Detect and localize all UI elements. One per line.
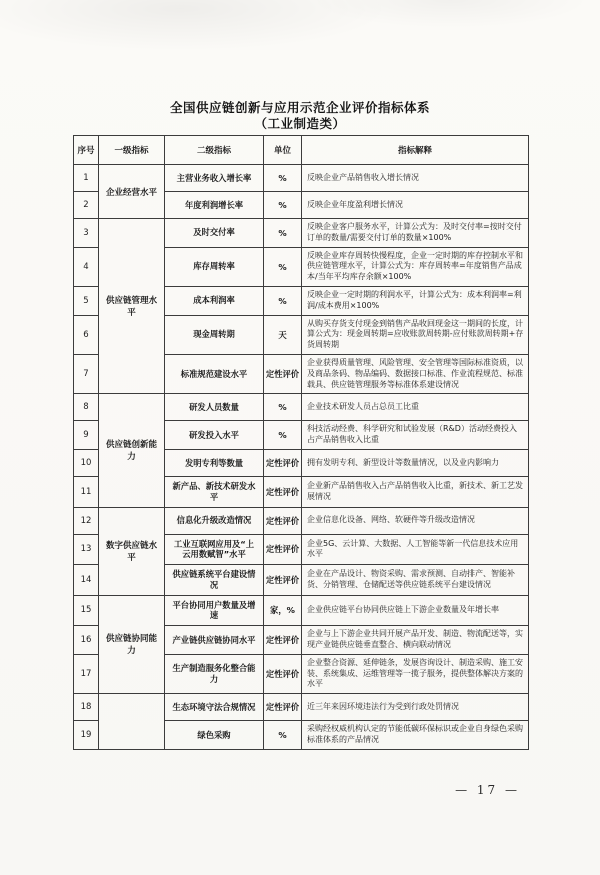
level2-indicator-cell: 新产品、新技术研发水平 <box>165 476 264 507</box>
explanation-cell: 反映企业客户服务水平，计算公式为：及时交付率=按时交付订单的数量/需要交付订单的数量×100% <box>302 219 529 248</box>
seq-no-cell: 5 <box>74 286 99 315</box>
level2-indicator-cell: 产业链供应链协同水平 <box>165 626 264 655</box>
seq-no-cell: 16 <box>74 626 99 655</box>
unit-cell: 定性评价 <box>264 507 302 534</box>
explanation-cell: 从购买存货支付现金到销售产品收回现金这一期间的长度，计算公式为：现金周转期=应收账款周转期-应付账款周转期+存货周转期 <box>302 315 529 354</box>
unit-cell: 定性评价 <box>264 449 302 476</box>
level1-indicator-cell: 供应链管理水平 <box>99 219 165 394</box>
unit-cell: % <box>264 219 302 248</box>
unit-cell: 定性评价 <box>264 654 302 693</box>
table-row <box>74 507 529 534</box>
explanation-cell: 企业在产品设计、物资采购、需求预测、自动排产、智能补货、分销管理、仓储配送等供应链系统平台建设情况 <box>302 565 529 596</box>
explanation-cell: 企业信息化设备、网络、软硬件等升级改造情况 <box>302 507 529 534</box>
explanation-cell: 科技活动经费、科学研究和试验发展（R&D）活动经费投入占产品销售收入比重 <box>302 421 529 450</box>
table-row <box>74 595 529 626</box>
level2-indicator-cell: 年度利润增长率 <box>165 192 264 219</box>
title-line-2: （工业制造类） <box>254 116 346 131</box>
explanation-cell: 企业整合资源、延伸链条，发展咨询设计、制造采购、施工安装、系统集成、运维管理等一揽子服务，提供整体解决方案的水平 <box>302 654 529 693</box>
seq-no-cell: 19 <box>74 721 99 750</box>
header-unit: 单位 <box>264 136 302 165</box>
level1-indicator-cell: 企业经营水平 <box>99 165 165 219</box>
level2-indicator-cell: 信息化升级改造情况 <box>165 507 264 534</box>
seq-no-cell: 4 <box>74 247 99 286</box>
unit-cell: 定性评价 <box>264 694 302 721</box>
level2-indicator-cell: 研发人员数量 <box>165 394 264 421</box>
explanation-cell: 反映企业库存周转快慢程度，企业一定时期的库存控制水平和供应链管理水平，计算公式为：库存周转率=年度销售产品成本/当年平均库存余额×100% <box>302 247 529 286</box>
unit-cell: 定性评价 <box>264 565 302 596</box>
unit-cell: 家，% <box>264 595 302 626</box>
unit-cell: 定性评价 <box>264 476 302 507</box>
seq-no-cell: 15 <box>74 595 99 626</box>
level2-indicator-cell: 生产制造服务化整合能力 <box>165 654 264 693</box>
unit-cell: % <box>264 421 302 450</box>
unit-cell: 定性评价 <box>264 534 302 565</box>
seq-no-cell: 7 <box>74 354 99 393</box>
explanation-cell: 反映企业一定时期的利润水平，计算公式为：成本利润率=利润/成本费用×100% <box>302 286 529 315</box>
unit-cell: % <box>264 721 302 750</box>
header-level2-indicator: 二级指标 <box>165 136 264 165</box>
level1-indicator-cell: 供应链创新能力 <box>99 394 165 507</box>
header-seq-no: 序号 <box>74 136 99 165</box>
page-number: — 17 — <box>455 783 520 797</box>
header-level1-indicator: 一级指标 <box>99 136 165 165</box>
unit-cell: 定性评价 <box>264 626 302 655</box>
seq-no-cell: 10 <box>74 449 99 476</box>
header-explanation: 指标解释 <box>302 136 529 165</box>
table-row <box>74 694 529 721</box>
level2-indicator-cell: 发明专利等数量 <box>165 449 264 476</box>
explanation-cell: 企业5G、云计算、大数据、人工智能等新一代信息技术应用水平 <box>302 534 529 565</box>
level2-indicator-cell: 库存周转率 <box>165 247 264 286</box>
level2-indicator-cell: 绿色采购 <box>165 721 264 750</box>
explanation-cell: 采购经权威机构认定的节能低碳环保标识或企业自身绿色采购标准体系的产品情况 <box>302 721 529 750</box>
explanation-cell: 企业新产品销售收入占产品销售收入比重，新技术、新工艺发展情况 <box>302 476 529 507</box>
unit-cell: % <box>264 165 302 192</box>
seq-no-cell: 9 <box>74 421 99 450</box>
title-line-1: 全国供应链创新与应用示范企业评价指标体系 <box>169 100 430 115</box>
level2-indicator-cell: 平台协同用户数量及增速 <box>165 595 264 626</box>
level2-indicator-cell: 成本利润率 <box>165 286 264 315</box>
level2-indicator-cell: 供应链系统平台建设情况 <box>165 565 264 596</box>
seq-no-cell: 13 <box>74 534 99 565</box>
unit-cell: % <box>264 286 302 315</box>
table-header-row <box>74 136 529 165</box>
level2-indicator-cell: 标准规范建设水平 <box>165 354 264 393</box>
seq-no-cell: 1 <box>74 165 99 192</box>
explanation-cell: 近三年来因环境违法行为受到行政处罚情况 <box>302 694 529 721</box>
unit-cell: % <box>264 247 302 286</box>
unit-cell: 天 <box>264 315 302 354</box>
indicator-table <box>73 135 529 750</box>
seq-no-cell: 17 <box>74 654 99 693</box>
level1-indicator-cell: 数字供应链水平 <box>99 507 165 595</box>
level1-indicator-cell: 供应链协同能力 <box>99 595 165 694</box>
level2-indicator-cell: 及时交付率 <box>165 219 264 248</box>
level2-indicator-cell: 研发投入水平 <box>165 421 264 450</box>
unit-cell: % <box>264 394 302 421</box>
seq-no-cell: 12 <box>74 507 99 534</box>
level1-indicator-cell <box>99 694 165 750</box>
explanation-cell: 企业与上下游企业共同开展产品开发、制造、物流配送等，实现产业链供应链垂直整合、横向联动情况 <box>302 626 529 655</box>
seq-no-cell: 18 <box>74 694 99 721</box>
document-title <box>0 100 600 132</box>
seq-no-cell: 8 <box>74 394 99 421</box>
table-row <box>74 219 529 248</box>
explanation-cell: 企业获得质量管理、风险管理、安全管理等国际标准资质，以及商品条码、物品编码、数据接口标准、作业流程规范、标准载具、供应链管理服务等标准体系建设情况 <box>302 354 529 393</box>
explanation-cell: 企业供应链平台协同供应链上下游企业数量及年增长率 <box>302 595 529 626</box>
explanation-cell: 拥有发明专利、新型设计等数量情况，以及业内影响力 <box>302 449 529 476</box>
table-row <box>74 165 529 192</box>
seq-no-cell: 3 <box>74 219 99 248</box>
level2-indicator-cell: 工业互联网应用及“上云用数赋智”水平 <box>165 534 264 565</box>
explanation-cell: 反映企业年度盈利增长情况 <box>302 192 529 219</box>
explanation-cell: 反映企业产品销售收入增长情况 <box>302 165 529 192</box>
explanation-cell: 企业技术研发人员占总员工比重 <box>302 394 529 421</box>
seq-no-cell: 14 <box>74 565 99 596</box>
level2-indicator-cell: 生态环境守法合规情况 <box>165 694 264 721</box>
seq-no-cell: 2 <box>74 192 99 219</box>
seq-no-cell: 11 <box>74 476 99 507</box>
seq-no-cell: 6 <box>74 315 99 354</box>
table-row <box>74 394 529 421</box>
level2-indicator-cell: 现金周转期 <box>165 315 264 354</box>
level2-indicator-cell: 主营业务收入增长率 <box>165 165 264 192</box>
unit-cell: % <box>264 192 302 219</box>
unit-cell: 定性评价 <box>264 354 302 393</box>
